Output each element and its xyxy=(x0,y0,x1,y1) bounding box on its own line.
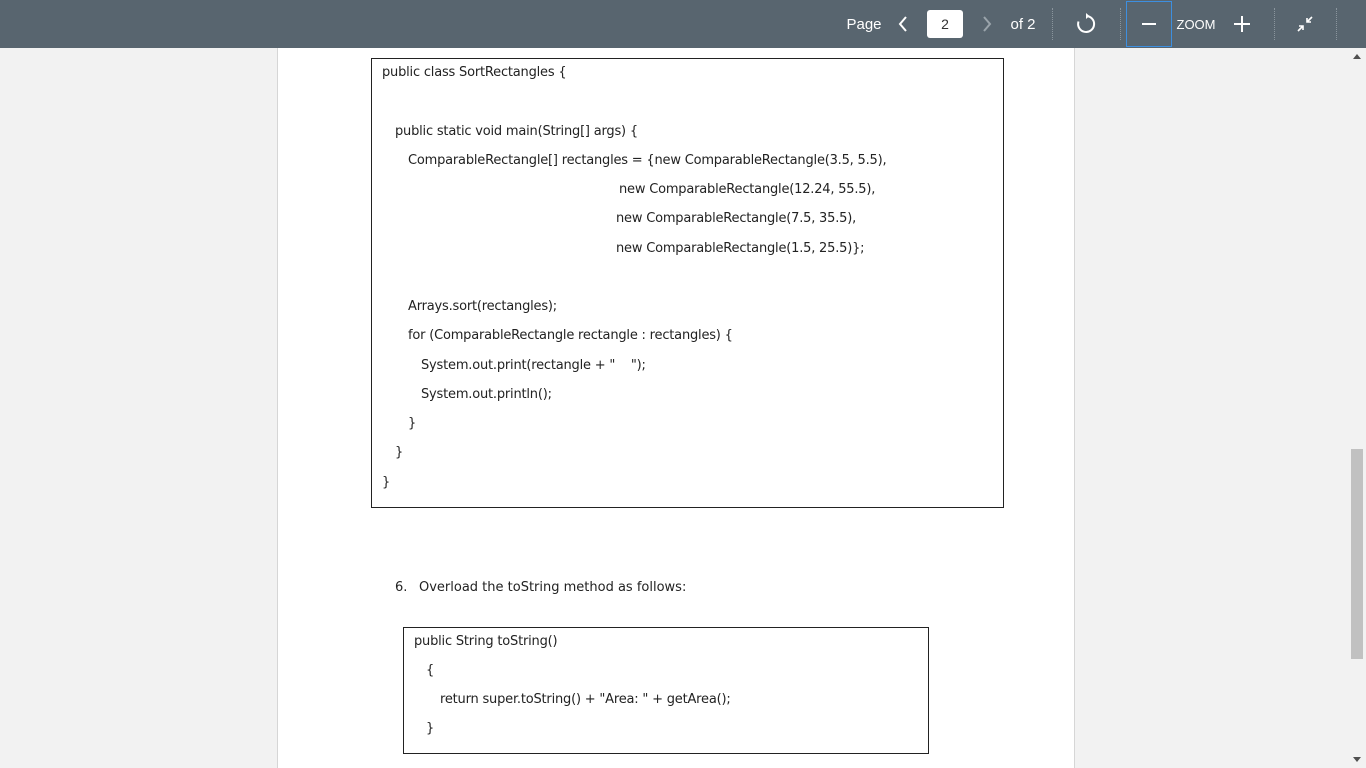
chevron-left-icon xyxy=(897,15,909,33)
code-line: public String toString() xyxy=(414,634,558,649)
code-line: { xyxy=(426,663,435,678)
rotate-button[interactable] xyxy=(1070,0,1102,48)
code-line: } xyxy=(382,475,391,490)
code-line: new ComparableRectangle(12.24, 55.5), xyxy=(619,182,876,197)
code-line: System.out.println(); xyxy=(421,387,552,402)
scroll-down-arrow-icon[interactable] xyxy=(1353,757,1361,762)
exit-fullscreen-button[interactable] xyxy=(1290,0,1320,48)
step-6-instruction xyxy=(395,580,686,595)
zoom-in-button[interactable] xyxy=(1226,0,1258,48)
zoom-out-button[interactable] xyxy=(1126,1,1172,47)
toolbar-divider xyxy=(1120,8,1121,40)
previous-page-button[interactable] xyxy=(892,0,914,48)
step-text: Overload the toString method as follows: xyxy=(419,580,687,595)
step-number: 6. xyxy=(395,580,408,595)
code-line: new ComparableRectangle(7.5, 35.5), xyxy=(616,211,857,226)
plus-icon xyxy=(1233,15,1251,33)
code-line: Arrays.sort(rectangles); xyxy=(408,299,557,314)
page-number-input[interactable] xyxy=(927,10,963,38)
next-page-button[interactable] xyxy=(976,0,998,48)
pdf-toolbar xyxy=(0,0,1366,48)
zoom-label: ZOOM xyxy=(1176,16,1216,32)
scroll-up-arrow-icon[interactable] xyxy=(1353,54,1361,59)
code-line: new ComparableRectangle(1.5, 25.5)}; xyxy=(616,241,865,256)
page-label: Page xyxy=(846,15,882,33)
toolbar-divider xyxy=(1052,8,1053,40)
code-line: } xyxy=(426,721,435,736)
code-line: } xyxy=(395,445,404,460)
toolbar-divider xyxy=(1274,8,1275,40)
code-line: return super.toString() + "Area: " + getArea(); xyxy=(440,692,731,707)
minus-icon xyxy=(1141,16,1157,32)
code-line: System.out.print(rectangle + " "); xyxy=(421,358,646,373)
code-line: for (ComparableRectangle rectangle : rectangles) { xyxy=(408,328,733,343)
rotate-icon xyxy=(1075,13,1097,35)
scrollbar-thumb[interactable] xyxy=(1351,449,1363,659)
code-line: public static void main(String[] args) { xyxy=(395,124,638,139)
code-line: ComparableRectangle[] rectangles = {new ComparableRectangle(3.5, 5.5), xyxy=(408,153,887,168)
page-count-label: of 2 xyxy=(1010,15,1036,33)
code-line: public class SortRectangles { xyxy=(382,65,567,80)
toolbar-divider xyxy=(1336,8,1337,40)
chevron-right-icon xyxy=(981,15,993,33)
collapse-icon xyxy=(1296,15,1314,33)
vertical-scrollbar[interactable] xyxy=(1349,48,1366,768)
code-line: } xyxy=(408,416,417,431)
